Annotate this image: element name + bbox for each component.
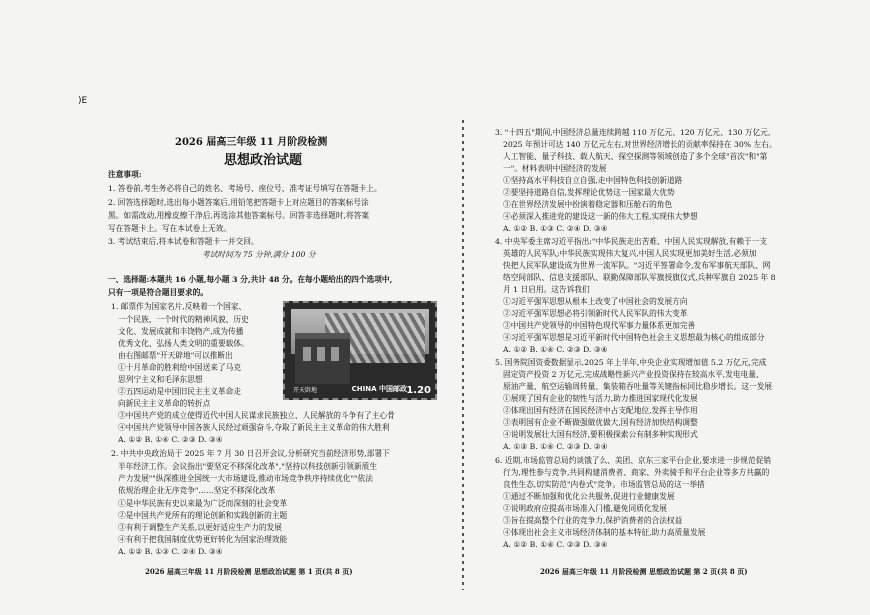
question-3-line: 一"。材料表明中国经济的发展 [503, 164, 607, 173]
question-3-option: ④必须深入推进党的建设这一新的伟大工程,实现伟大梦想 [503, 212, 698, 221]
question-5-line: 原油产量、航空运输周转量、集装箱吞吐量等关键指标同比稳步增长。这一发展 [503, 382, 773, 391]
question-5-line: 5. 国务院国资委数据显示,2025 年上半年,中央企业实现增加值 5.2 万亿元,完成 [495, 358, 767, 367]
page-footer: 2026 届高三年级 11 月阶段检测 思想政治试题 第 2 页(共 8 页) [540, 567, 748, 576]
question-2-option: ③有利于调整生产关系,以更好适应生产力的发展 [118, 523, 282, 532]
question-6-line: 行为,理性参与竞争,共同构建消费者、商家、外卖骑手和平台企业等多方共赢的 [503, 468, 770, 477]
notice-line: 2. 回答选择题时,选出每小题答案后,用铅笔把答题卡上对应题目的答案标号涂 [108, 198, 369, 207]
question-1-line: 1. 邮票作为国家名片,反映着一个国家、 [111, 302, 247, 311]
question-1-answers: A. ①② B. ①④ C. ②③ D. ③④ [118, 435, 223, 444]
question-1-option: ②五四运动是中国旧民主主义革命走 [118, 387, 242, 396]
corner-mark: )E [78, 96, 88, 106]
question-1-option: 向新民主主义革命的转折点 [118, 399, 211, 408]
question-6-line: 良性生态,切实防范"内卷式"竞争。市场监管总局的这一举措 [503, 480, 705, 489]
question-4-option: ④习近平强军思想是习近平新时代中国特色社会主义思想最为核心的组成部分 [503, 333, 765, 342]
question-2-option: ①是中华民族有史以来最为广泛而深刻的社会变革 [118, 499, 288, 508]
notice-line: 写在答题卡上。写在本试卷上无效。 [108, 224, 232, 233]
stamp-image [283, 301, 437, 400]
question-5-option: ③表明国有企业不断做强做优做大,国有经济加快结构调整 [503, 418, 698, 427]
question-3-option: ②要坚持道路自信,发挥理论优势这一国家最大优势 [503, 188, 675, 197]
question-3-line: 3. "十四五"期间,中国经济总量连续跨越 110 万亿元、120 万亿元、130 万亿元, [495, 128, 771, 137]
question-1-option: 思列宁主义和毛泽东思想 [118, 375, 203, 384]
question-6-line: 6. 近期,市场监管总局约谈饿了么、美团、京东三家平台企业,要求进一步规范促销 [495, 456, 772, 465]
question-3-option: ①坚持高水平科技自立自强,走中国特色科技创新道路 [503, 176, 683, 185]
question-2-answers: A. ①② B. ①③ C. ②④ D. ③④ [118, 547, 223, 556]
question-1-line: 由右图邮票"开天辟地"可以推断出 [118, 351, 233, 360]
stamp-building [295, 333, 350, 384]
question-5-line: 固定资产投资 2 万亿元,完成战略性新兴产业投资保持在较高水平,发电电量、 [503, 370, 764, 379]
stamp-country: CHINA 中国邮政 [351, 385, 407, 393]
notice-line: 黑。如需改动,用橡皮擦干净后,再选涂其他答案标号。回答非选择题时,将答案 [108, 211, 370, 220]
question-1-option: ③中国共产党的成立使得近代中国人民谋求民族独立、人民解放的斗争有了主心骨 [118, 411, 395, 420]
question-4-option: ③中国共产党领导的中国特色现代军事力量体系更加完善 [503, 321, 696, 330]
stamp-value: 1.20 [406, 385, 431, 396]
exam-subtitle: 思想政治试题 [224, 153, 303, 168]
question-3-option: ③在世界经济发展中扮演着稳定器和压舱石的角色 [503, 200, 673, 209]
question-1-option: ①十月革命的胜利给中国送来了马克 [118, 363, 242, 372]
page-footer: 2026 届高三年级 11 月阶段检测 思想政治试题 第 1 页(共 8 页) [145, 567, 353, 576]
question-5-option: ①展现了国有企业的韧性与活力,助力推进国家现代化发展 [503, 394, 698, 403]
question-4-line: 络空间部队、信息支援部队、联勤保障部队军旗授旗仪式,兵种军旗自 2025 年 8 [503, 273, 776, 282]
question-6-option: ④体现出社会主义市场经济体制的基本特征,助力高质量发展 [503, 528, 706, 537]
question-6-answers: A. ①② B. ①④ C. ②③ D. ③④ [503, 540, 608, 549]
question-2-line: 2. 中共中央政治局于 2025 年 7 月 30 日召开会议,分析研究当前经济形势,部署下 [111, 449, 390, 458]
question-2-line: 产力发展""纵深推进全国统一大市场建设,推动市场竞争秩序持续优化""依法 [118, 474, 373, 483]
question-5-answers: A. ①③ B. ①④ C. ②③ D. ②④ [503, 442, 608, 451]
question-4-option: ①习近平强军思想从根本上改变了中国社会的发展方向 [503, 297, 688, 306]
question-3-line: 人工智能、量子科技、载人航天、探空探测等领域创造了多个全球"首次"和"第 [503, 152, 768, 161]
notice-line: 1. 答卷前,考生务必将自己的姓名、考场号、座位号、准考证号填写在答题卡上。 [108, 184, 382, 193]
question-3-answers: A. ①② B. ①③ C. ②④ D. ③④ [503, 224, 608, 233]
question-4-line: 月 1 日启用。这告诉我们 [503, 285, 590, 294]
question-4-answers: A. ①② B. ①④ C. ②③ D. ③④ [503, 345, 608, 354]
stamp-caption: 开天辟地 [293, 387, 318, 394]
question-2-line: 依规治理企业无序竞争"……坚定不移深化改革 [118, 486, 276, 495]
question-5-option: ④说明发展壮大国有经济,要积极探索公有制多种实现形式 [503, 430, 698, 439]
section-heading: 一、选择题:本题共 16 小题,每小题 3 分,共计 48 分。在每小题给出的四个选项中, [108, 275, 393, 284]
question-2-option: ②是中国共产党所有的理论创新和实践创新的主题 [118, 511, 288, 520]
section-heading: 只有一项是符合题目要求的。 [108, 288, 208, 297]
question-1-line: 文化、发展成就和丰饶物产,成为传播 [118, 327, 244, 336]
question-6-option: ②说明政府应提高市场准入门槛,避免同质化发展 [503, 504, 667, 513]
question-4-line: 快把人民军队建设成为世界一流军队。"习近平签署命令,发布军事航天部队、网 [503, 261, 771, 270]
exam-title: 2026 届高三年级 11 月阶段检测 [175, 137, 328, 148]
question-3-line: 2025 年预计可达 140 万亿元左右,对世界经济增长的贡献率保持在 30% 左右。 [503, 140, 777, 149]
question-1-line: 优秀文化、弘扬人类文明的重要载体。 [118, 339, 249, 348]
question-6-option: ③旨在提高整个行业的竞争力,保护消费者的合法权益 [503, 516, 683, 525]
question-4-line: 4. 中央军委主席习近平指出:"中华民族走出苦难、中国人民实现解放,有赖于一支 [495, 237, 768, 246]
question-6-option: ①通过不断加强和优化公共服务,促进行业健康发展 [503, 492, 675, 501]
question-4-option: ②习近平强军思想必将引领新时代人民军队的伟大变革 [503, 309, 688, 318]
question-4-line: 英雄的人民军队;中华民族实现伟大复兴,中国人民实现更加美好生活,必须加 [503, 249, 757, 258]
question-1-line: 一个民族、一个时代的精神风貌、历史 [118, 315, 249, 324]
notice-title: 注意事项: [108, 170, 142, 179]
question-2-line: 半年经济工作。会议指出"要坚定不移深化改革","坚持以科技创新引领新质生 [118, 462, 378, 471]
time-score-line: 考试时间为 75 分钟,满分 100 分 [202, 250, 316, 259]
question-5-option: ②体现出国有经济在国民经济中占支配地位,发挥主导作用 [503, 406, 698, 415]
question-1-option: ④中国共产党领导中国各族人民经过顽强奋斗,夺取了新民主主义革命的伟大胜利 [118, 423, 390, 432]
question-2-option: ④有利于把我国制度优势更好转化为国家治理效能 [118, 535, 288, 544]
column-divider [462, 120, 464, 590]
notice-line: 3. 考试结束后,将本试卷和答题卡一并交回。 [108, 237, 259, 246]
